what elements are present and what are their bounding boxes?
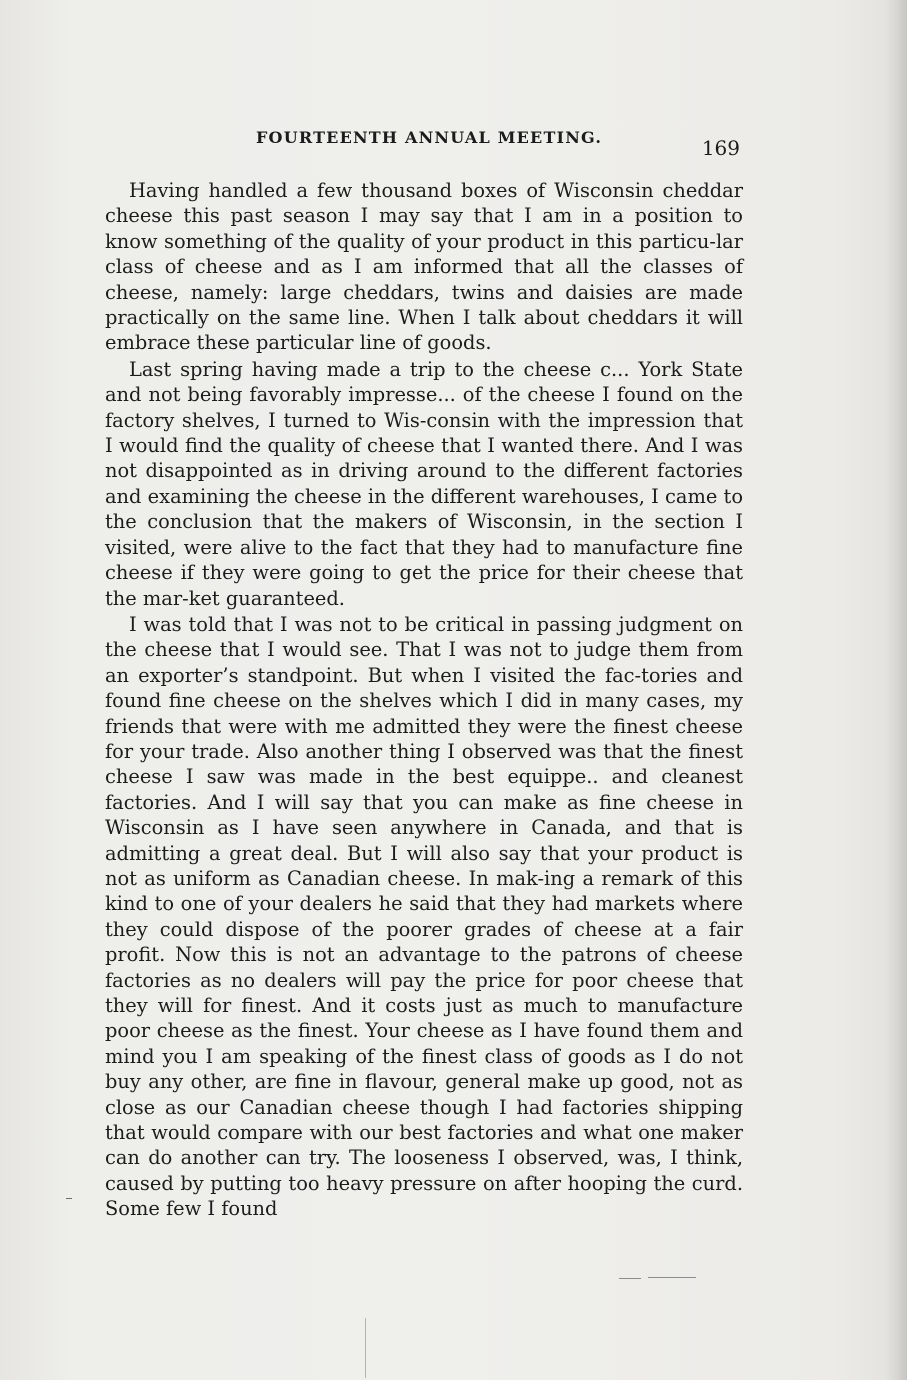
paragraph-1: Having handled a few thousand boxes of Wisconsin cheddar cheese this past season I may say that I am in a position to know something of the quality of your product in this particu-lar class of cheese and as I am informed that all the classes of cheese, namely: large cheddars, twins and daisies are made practically on the same line. When I talk about cheddars it will embrace these particular line of goods. bbox=[105, 179, 743, 355]
page-number: 169 bbox=[701, 136, 740, 160]
body-text bbox=[105, 178, 743, 1222]
page-header bbox=[100, 128, 750, 168]
gutter-line bbox=[365, 1318, 366, 1378]
footer-dash-long bbox=[648, 1277, 696, 1278]
paragraph-3: I was told that I was not to be critical in passing judgment on the cheese that I would see. That I was not to judge them from an exporter’s standpoint. But when I visited the fac-tories and found fine cheese on the shelves which I did in many cases, my friends that were with me admitted they were the finest cheese for your trade. Also another thing I observed was that the finest cheese I saw was made in the best equippe.. and cleanest factories. And I will say that you can make as fine cheese in Wisconsin as I have seen anywhere in Canada, and that is admitting a great deal. But I will also say that your product is not as uniform as Canadian cheese. In mak-ing a remark of this kind to one of your dealers he said that they had markets where they could dispose of the poorer grades of cheese at a fair profit. Now this is not an advantage to the patrons of cheese factories as no dealers will pay the price for poor cheese that they will for finest. And it costs just as much to manufacture poor cheese as the finest. Your cheese as I have found them and mind you I am speaking of the finest class of goods as I do not buy any other, are fine in flavour, general make up good, not as close as our Canadian cheese though I had factories shipping that would compare with our best factories and what one maker can do another can try. The looseness I observed, was, I think, caused by putting too heavy pressure on after hooping the curd. Some few I found bbox=[105, 612, 743, 1221]
running-head: FOURTEENTH ANNUAL MEETING. bbox=[256, 128, 603, 147]
paragraph-2: Last spring having made a trip to the cheese c... York State and not being favorably impresse... of the cheese I found on the factory shelves, I turned to Wis-consin with the impression that I would find the quality of cheese that I wanted there. And I was not disappointed as in driving around to the different factories and examining the cheese in the different warehouses, I came to the conclusion that the makers of Wisconsin, in the section I visited, were alive to the fact that they had to manufacture fine cheese if they were going to get the price for their cheese that the mar-ket guaranteed. bbox=[105, 357, 743, 610]
footer-dash-short bbox=[619, 1278, 641, 1279]
margin-tick-mark bbox=[66, 1198, 72, 1199]
page-edge-shadow bbox=[885, 0, 907, 1380]
